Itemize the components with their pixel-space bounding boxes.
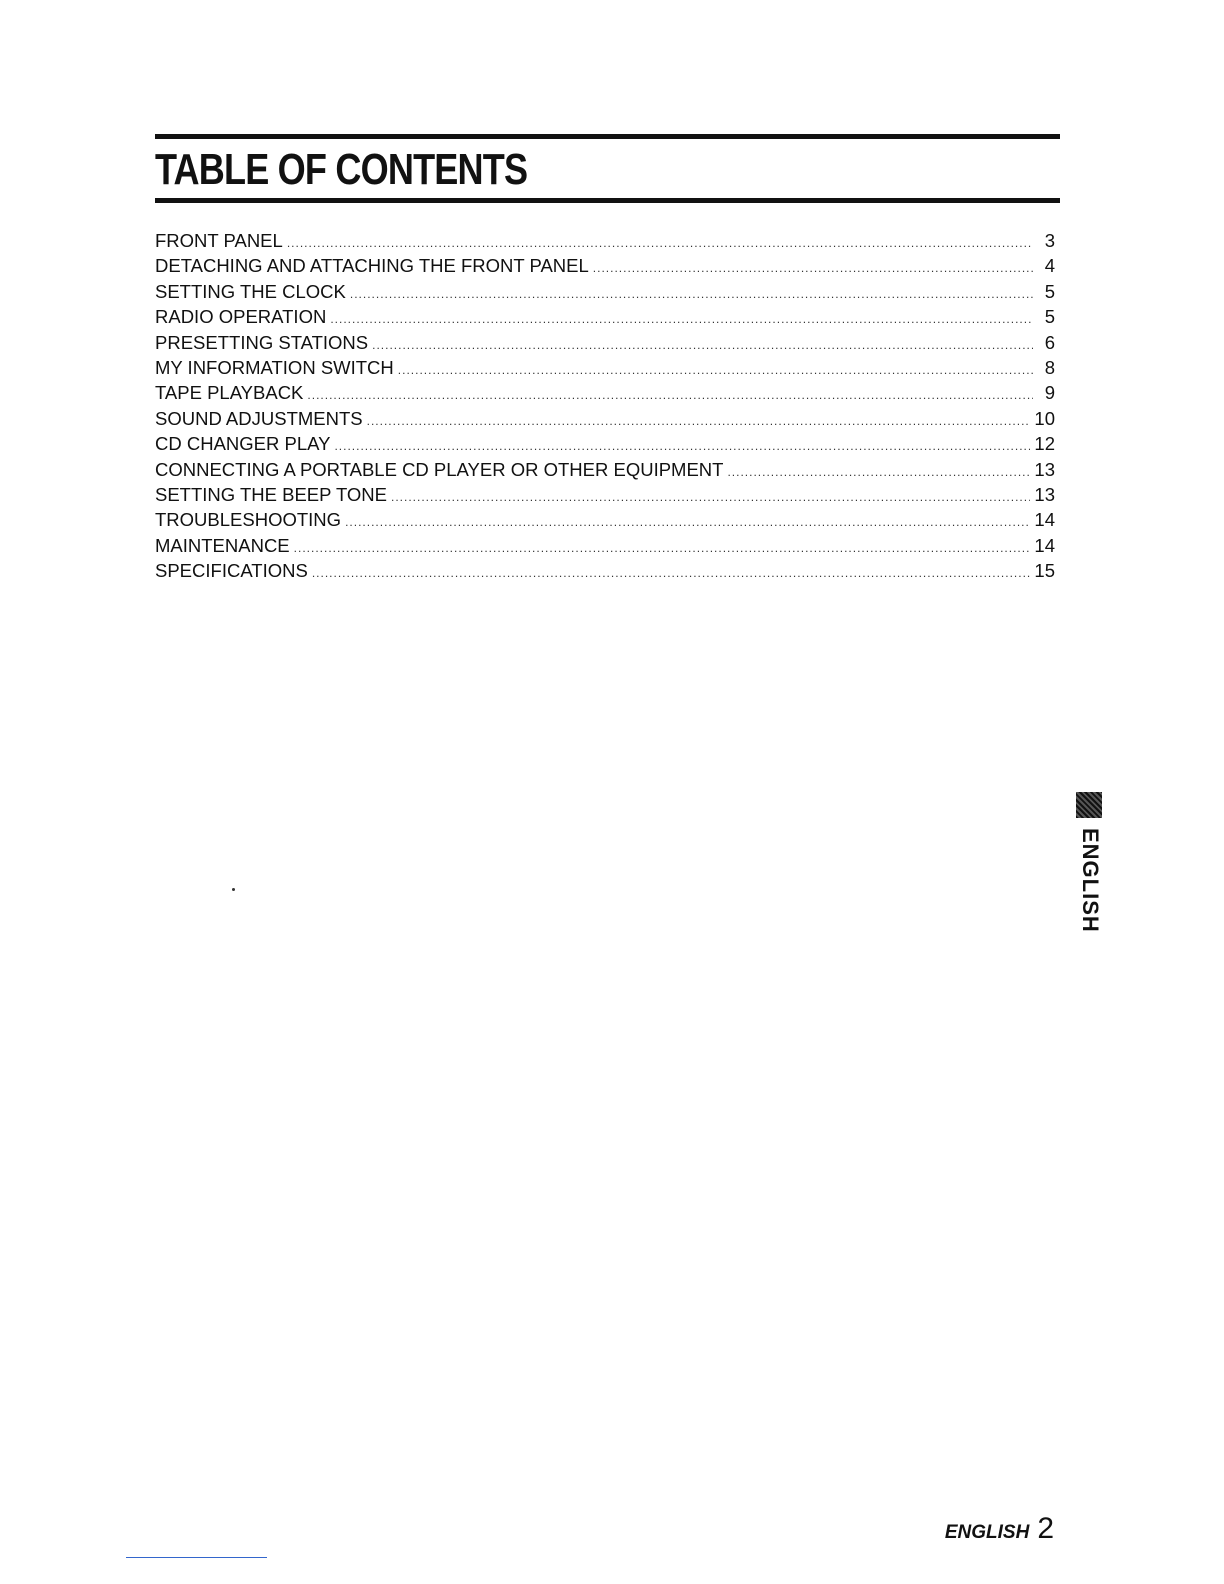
language-tab-marker	[1076, 792, 1102, 818]
table-of-contents	[155, 228, 1055, 583]
dot-leader	[312, 561, 1031, 586]
dot-leader	[287, 231, 1033, 256]
dot-leader	[398, 358, 1033, 383]
toc-entry-page: 12	[1034, 433, 1055, 455]
toc-entry-page: 3	[1044, 230, 1055, 251]
dot-leader	[345, 510, 1030, 535]
dot-leader	[727, 460, 1030, 485]
dot-leader	[350, 282, 1033, 307]
toc-entry-title: SOUND ADJUSTMENTS	[155, 407, 363, 429]
toc-entry-troubleshooting[interactable]	[155, 507, 1055, 532]
toc-entry-sound-adjustments[interactable]	[155, 406, 1055, 431]
toc-entry-title: SPECIFICATIONS	[155, 560, 308, 582]
toc-entry-detaching-front-panel[interactable]	[155, 253, 1055, 278]
toc-entry-title: MY INFORMATION SWITCH	[155, 356, 394, 378]
toc-entry-title: SETTING THE CLOCK	[155, 280, 346, 302]
title-bottom-rule	[155, 198, 1060, 203]
dot-leader	[294, 536, 1031, 561]
dot-leader	[593, 256, 1033, 281]
toc-entry-presetting-stations[interactable]	[155, 330, 1055, 355]
toc-entry-connecting-portable-cd[interactable]	[155, 457, 1055, 482]
toc-entry-my-information-switch[interactable]	[155, 355, 1055, 380]
dot-leader	[334, 434, 1030, 459]
footer-language: ENGLISH	[944, 1522, 1030, 1543]
toc-entry-page: 13	[1034, 483, 1055, 505]
dot-leader	[391, 485, 1030, 510]
toc-entry-setting-beep-tone[interactable]	[155, 482, 1055, 507]
toc-entry-title: CD CHANGER PLAY	[155, 433, 331, 455]
toc-entry-page: 5	[1044, 306, 1055, 328]
toc-entry-tape-playback[interactable]	[155, 380, 1055, 405]
title-top-rule	[155, 134, 1060, 139]
toc-entry-title: SETTING THE BEEP TONE	[155, 483, 387, 505]
toc-entry-page: 9	[1044, 382, 1055, 404]
language-side-tab: ENGLISH	[1078, 828, 1103, 933]
toc-entry-page: 13	[1034, 458, 1055, 480]
toc-entry-specifications[interactable]	[155, 558, 1055, 583]
dot-leader	[330, 307, 1033, 332]
toc-entry-title: DETACHING AND ATTACHING THE FRONT PANEL	[155, 255, 589, 277]
dot-leader	[367, 409, 1031, 434]
toc-entry-cd-changer-play[interactable]	[155, 431, 1055, 456]
scan-speck	[232, 888, 235, 891]
toc-entry-page: 10	[1034, 407, 1055, 429]
toc-entry-title: FRONT PANEL	[155, 230, 283, 251]
toc-entry-page: 4	[1044, 255, 1055, 277]
toc-entry-page: 14	[1034, 509, 1055, 531]
toc-entry-title: RADIO OPERATION	[155, 306, 327, 328]
toc-entry-page: 5	[1044, 280, 1055, 302]
toc-entry-maintenance[interactable]	[155, 533, 1055, 558]
toc-entry-title: TAPE PLAYBACK	[155, 382, 304, 404]
toc-entry-page: 6	[1044, 331, 1055, 353]
toc-entry-title: PRESETTING STATIONS	[155, 331, 369, 353]
toc-entry-radio-operation[interactable]	[155, 304, 1055, 329]
toc-entry-title: CONNECTING A PORTABLE CD PLAYER OR OTHER EQUIPMENT	[155, 458, 724, 480]
dot-leader	[372, 333, 1033, 358]
bottom-edge-line	[126, 1557, 267, 1558]
toc-entry-page: 15	[1034, 560, 1055, 582]
page-title: TABLE OF CONTENTS	[155, 145, 528, 194]
toc-entry-page: 8	[1044, 356, 1055, 378]
toc-entry-setting-clock[interactable]	[155, 279, 1055, 304]
footer-page-number: 2	[1037, 1512, 1054, 1545]
toc-entry-title: TROUBLESHOOTING	[155, 509, 342, 531]
page-footer	[945, 1512, 1054, 1546]
dot-leader	[307, 383, 1033, 408]
toc-entry-front-panel[interactable]	[155, 228, 1055, 253]
toc-entry-title: MAINTENANCE	[155, 534, 290, 556]
toc-entry-page: 14	[1034, 534, 1055, 556]
